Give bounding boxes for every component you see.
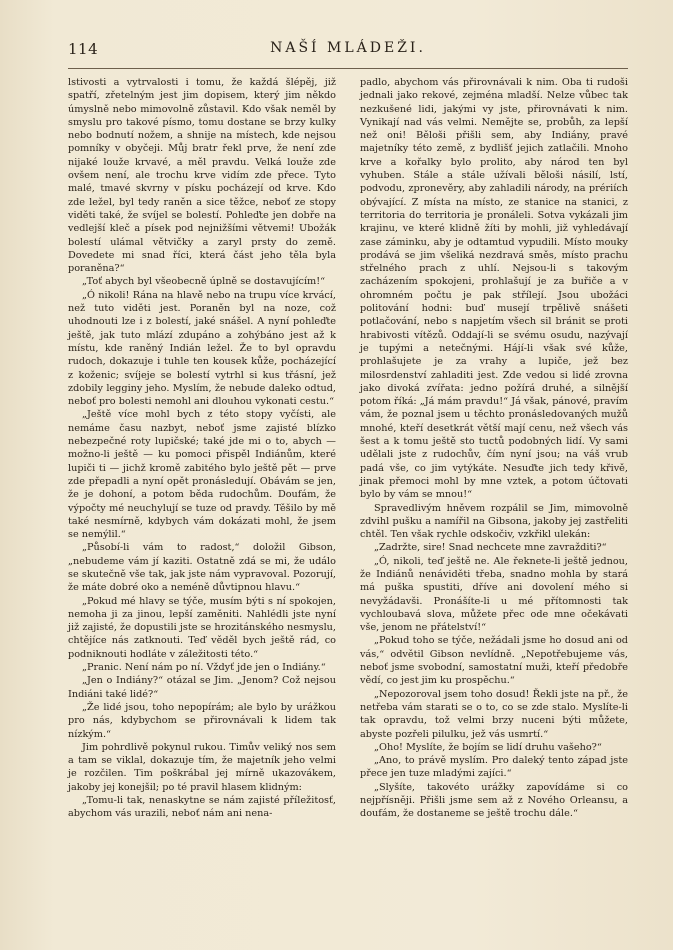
paragraph: „Že lidé jsou, toho nepopírám; ale bylo by urážkou pro nás, kdybychom se přirovnávali k lidem tak nízkým.“ [68, 701, 336, 740]
paragraph: „Pokud toho se týče, nežádali jsme ho dosud ani od vás,“ odvětil Gibson nevlídně. „Nepotřebujeme vás, neboť jsme svobodní, samostatní muži, kteří předobře vědí, co jest jim ku prospěchu.“ [360, 635, 628, 687]
paragraph: Jim pohrdlivě pokynul rukou. Timův veliký nos sem a tam se viklal, dokazuje tím, že majetník jeho velmi je rozčilen. Tim poškrábal jej mírně ukazovákem, jakoby jej konejšil; po té pravil hlasem klidným: [68, 741, 336, 793]
paragraph: „Zadržte, sire! Snad nechcete mne zavražditi?“ [374, 542, 607, 554]
paragraph: „Ó, nikoli, teď ještě ne. Ale řeknete-li ještě jednou, že Indiánů nenáviděti třeba, snadno mohla by stará má puška spustiti, dříve ani dovolení mého si nevyžádavši. Pronášíte-li u mé přítomnosti tak vychloubavá slova, můžete přec ode mne očekávati vše, jenom ne přátelství!“ [360, 555, 628, 634]
paragraph: „Pokud mé hlavy se týče, musím býti s ní spokojen, nemoha ji za jinou, lepší zaměniti. Nahlédli jste nyní již zajisté, že dopustili jste se hrozitánského nesmyslu, chtějíce nás zatknouti. Teď věděl bych ještě rád, co podniknouti hodláte v záležitosti této.“ [68, 595, 336, 660]
running-title: NAŠÍ MLÁDEŽI. [270, 40, 426, 56]
header-rule [68, 68, 628, 69]
paragraph: „Toť abych byl všeobecně úplně se dostavujícím!“ [82, 276, 326, 288]
paragraph: Spravedlivým hněvem rozpálil se Jim, mimovolně zdvihl pušku a namířil na Gibsona, jakoby jej zastřeliti chtěl. Ten však rychle odskočiv, vzkřikl ulekán: [360, 502, 628, 541]
paragraph: padlo, abychom vás přirovnávali k nim. Oba ti rudoši jednali jako rekové, zejména mladší. Nelze vůbec tak nezkušené lidi, jakými vy jste, přirovnávati k nim. Vynikají nad vás velmi. Nemějte se, probůh, za lepší než oni! Běloši přišli sem, aby Indiány, pravé majetníky této země, z bydlišť jejich zatlačili. Mnoho krve a kořalky bylo prolito, aby národ ten byl vyhuben. Stále a stále užívali běloši násilí, lstí, podvodu, zpronevěry, aby zahladili národy, na prériích obývající. Z místa na místo, ze stanice na stanici, z territoria do territoria je pronáleli. Sotva vykázali jim krajinu, ve které klidně žíti by mohli, již vyhledávají zase záminku, aby je odtamtud vypudili. Místo mouky prodává se jim všeliká nezdravá směs, místo prachu střelného prach z uhlí. Nejsou-li s takovým zacházením spokojeni, prohlašují je za buřiče a v ohromném počtu je pak střílejí. Jsou ubožáci politování hodni: buď musejí trpělivě snášeti potlačování, nebo s napjetím všech sil bránit se proti hrabivosti vítězů. Oddají-li se svému osudu, nazývají je tupými a netečnými. Hájí-li však své kůže, prohlašujete je za vrahy a lupiče, jež bez milosrdenství zahladiti jest. Zde vedou si lidé zrovna jako divoká zvířata: jedno požírá druhé, a silnější potom říká: „Já mám pravdu!“ Já však, pánové, pravím vám, že poznal jsem u těchto pronásledovaných mužů mnohé, kteří desetkrát větší mají cenu, než všech vás šest a k tomu ještě sto tuctů podobných lidí. Vy sami udělali jste z rudochův, čím nyní jsou; na váš vrub padá vše, co jim vytýkáte. Nesuďte jich tedy křivě, jinak přemoci mohl by mne vztek, a potom účtovati bylo by vám se mnou!“ [360, 77, 628, 501]
page-number: 114 [68, 40, 99, 58]
page-header [68, 40, 628, 62]
paragraph: „Ještě více mohl bych z této stopy vyčísti, ale nemáme času nazbyt, neboť jsme zajisté blízko nebezpečné roty lupičské; také jde mi o to, abych — možno-li ještě — ku pomoci přispěl Indiánům, které lupiči ti — jichž kromě zabitého bylo ještě pět — prve zde přepadli a nyní opět pronásledují. Obávám se jen, že je dohoní, a potom běda rudochům. Doufám, že výpočty mé neuchylují se tuze od pravdy. Těšilo by mě také nesmírně, kdybych vám dokázati mohl, že jsem se nemýlil.“ [68, 409, 336, 541]
paragraph: „Slyšíte, takovéto urážky zapovídáme si co nejpřísněji. Přišli jsme sem až z Nového Orleansu, a doufám, že dostaneme se ještě trochu dále.“ [360, 781, 628, 820]
paragraph: „Ano, to právě myslím. Pro daleký tento západ jste přece jen tuze mladými zajíci.“ [360, 755, 628, 780]
right-column [360, 76, 628, 821]
paragraph: lstivosti a vytrvalosti i tomu, že každá šlépěj, již spatří, zřetelným jest jim dopisem, který jim někdo úmyslně nebo mimovolně zůstavil. Kdo však neměl by smyslu pro takové písmo, tomu dostane se brzy kulky nebo bodnutí nožem, a shnije na místech, kde nejsou pomníky v obyčeji. Můj bratr řekl prve, že není zde nijaké louže krvavé, a měl pravdu. Velká louže zde ovšem není, ale trochu krve vidím zde přece. Tyto malé, tmavé skvrny v písku pocházejí od krve. Kdo zde ležel, byl tedy raněn a sice těžce, neboť ze stopy viděti také, že svíjel se bolestí. Pohleďte jen dobře na vedlejší kleč a písek pod nejnižšími větvemi! Ubožák bolestí ulámal větvičky a zaryl prsty do země. Dovedete mi snad říci, která část jeho těla byla poraněna?“ [68, 77, 336, 275]
paragraph: „Nepozoroval jsem toho dosud! Řekli jste na př., že netřeba vám starati se o to, co se zde stalo. Myslíte-li tak opravdu, tož velmi brzy nuceni býti můžete, abyste pozřeli pilulku, jež vás usmrtí.“ [360, 688, 628, 740]
paragraph: „Tomu-li tak, nenaskytne se nám zajisté příležitosť, abychom vás urazili, neboť nám ani nena- [68, 795, 336, 820]
paragraph: „Oho! Myslíte, že bojím se lidí druhu vašeho?“ [374, 741, 602, 753]
paragraph: „Jen o Indiány?“ otázal se Jim. „Jenom? Což nejsou Indiáni také lidé?“ [68, 675, 336, 700]
left-column [68, 76, 336, 821]
paragraph: „Ó nikoli! Rána na hlavě nebo na trupu více krvácí, než tuto viděti jest. Poraněn byl na noze, což uhodnouti lze i z bolestí, jaké snášel. A nyní pohleďte ještě, jak tuto mlází zdupáno a zohýbáno jest až k místu, kde raněný Indián ležel. Že to byl opravdu rudoch, dokazuje i tuhle ten kousek kůže, pocházející z koženic; svíjeje se bolestí vytrhl si kus třásní, jež zdobily legginy jeho. Myslím, že nebude daleko odtud, neboť pro bolesti nemohl ani dlouhou vykonati cestu.“ [68, 289, 336, 408]
paragraph: „Pranic. Není nám po ní. Vždyť jde jen o Indiány.“ [82, 662, 326, 674]
paragraph: „Působí-li vám to radost,“ doložil Gibson, „nebudeme vám jí kaziti. Ostatně zdá se mi, že událo se skutečně vše tak, jak jste nám vypravoval. Pozorují, že máte dobré oko a neméně důvtipnou hlavu.“ [68, 542, 336, 594]
